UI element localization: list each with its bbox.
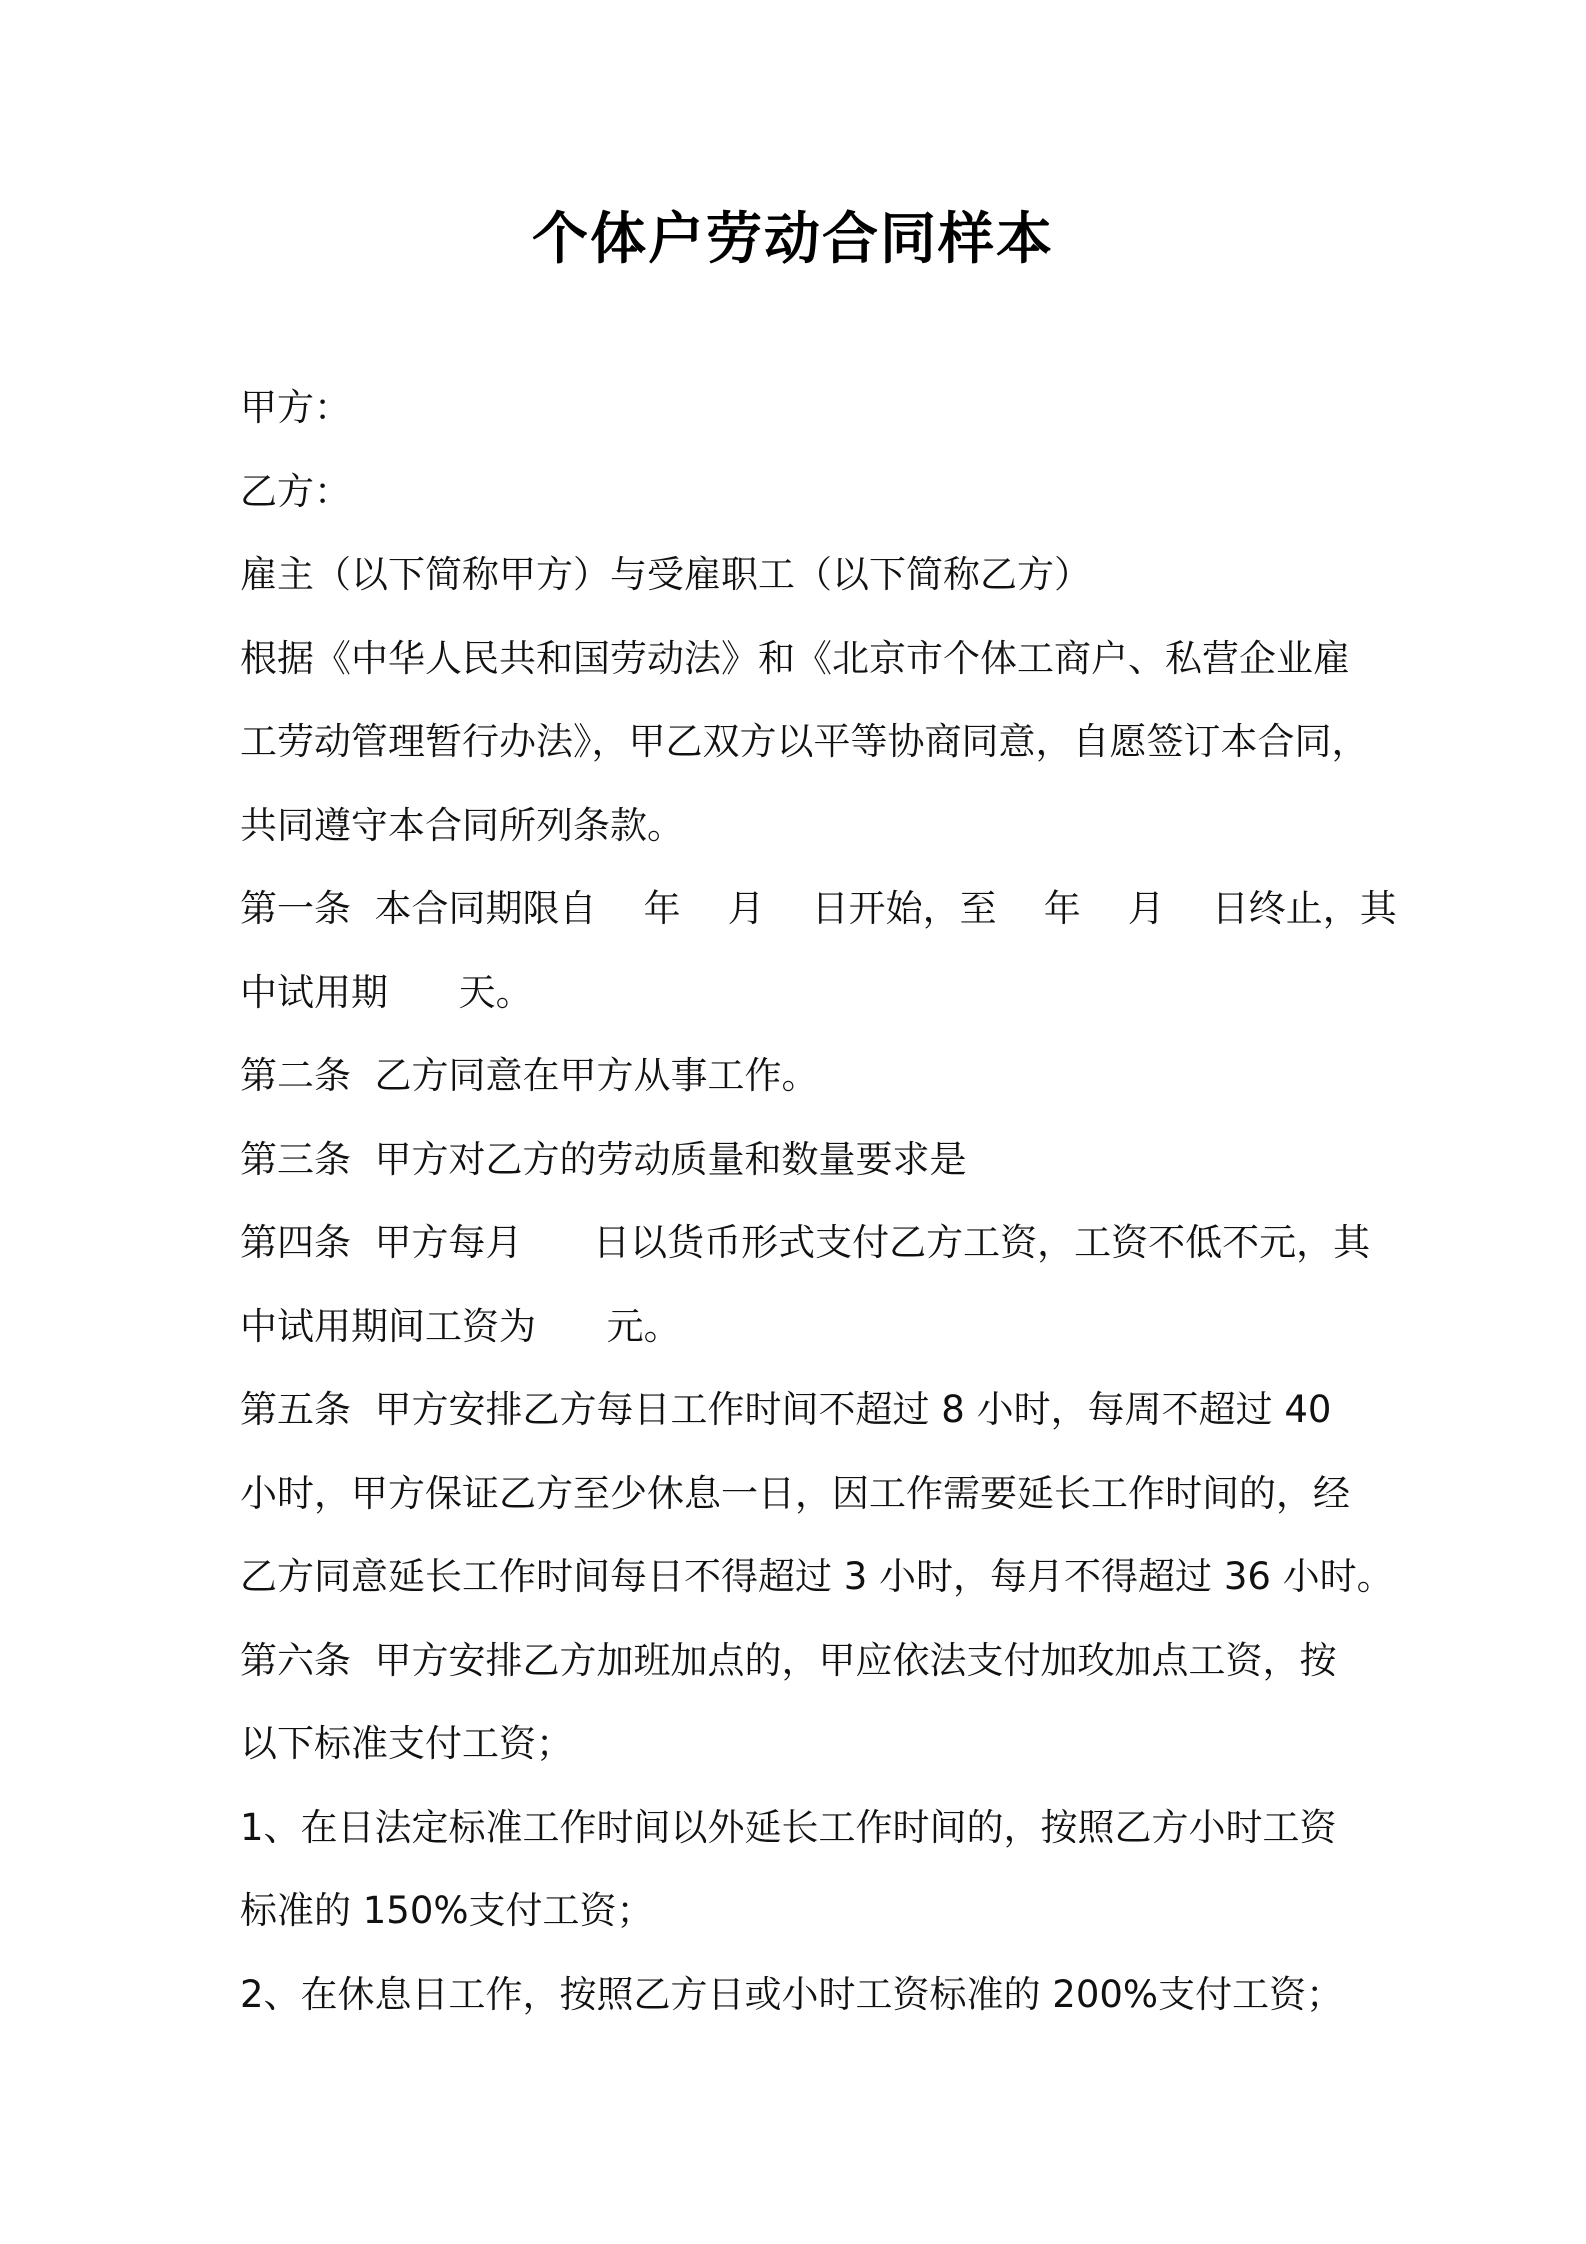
document-title: 个体户劳动合同样本 bbox=[532, 207, 1054, 272]
party-b-line: 乙方： bbox=[240, 469, 351, 513]
article-5-line: 乙方同意延长工作时间每日不得超过 3 小时，每月不得超过 36 小时。 bbox=[240, 1555, 1394, 1598]
preamble-line: 根据《中华人民共和国劳动法》和《北京市个体工商户、私营企业雇 bbox=[240, 636, 1350, 680]
article-4-line: 第四条 甲方每月 日以货币形式支付乙方工资，工资不低不元，其 bbox=[240, 1221, 1371, 1264]
party-a-line: 甲方： bbox=[240, 386, 351, 429]
document-body bbox=[240, 366, 1397, 2036]
article-5-line: 小时，甲方保证乙方至少休息一日，因工作需要延长工作时间的，经 bbox=[240, 1471, 1350, 1515]
article-3-line: 第三条 甲方对乙方的劳动质量和数量要求是 bbox=[240, 1137, 967, 1181]
article-5-line: 第五条 甲方安排乙方每日工作时间不超过 8 小时，每周不超过 40 bbox=[240, 1388, 1332, 1431]
article-4-line: 中试用期间工资为 元。 bbox=[240, 1304, 681, 1348]
article-1-line: 中试用期 天。 bbox=[240, 970, 533, 1014]
preamble-line: 共同遵守本合同所列条款。 bbox=[240, 803, 684, 847]
clause-2-line: 2、在休息日工作，按照乙方日或小时工资标准的 200%支付工资； bbox=[240, 1972, 1344, 2016]
parties-definition-line: 雇主（以下简称甲方）与受雇职工（以下简称乙方） bbox=[240, 553, 1091, 596]
clause-1-line: 标准的 150%支付工资； bbox=[240, 1889, 654, 1932]
preamble-line: 工劳动管理暂行办法》，甲乙双方以平等协商同意，自愿签订本合同， bbox=[240, 720, 1369, 763]
article-6-line: 以下标准支付工资； bbox=[240, 1722, 573, 1765]
article-6-line: 第六条 甲方安排乙方加班加点的，甲应依法支付加玫加点工资，按 bbox=[240, 1638, 1337, 1682]
article-2-line: 第二条 乙方同意在甲方从事工作。 bbox=[240, 1054, 819, 1097]
article-1-line: 第一条 本合同期限自 年 月 日开始，至 年 月 日终止，其 bbox=[240, 887, 1397, 930]
clause-1-line: 1、在日法定标准工作时间以外延长工作时间的，按照乙方小时工资 bbox=[240, 1805, 1337, 1849]
